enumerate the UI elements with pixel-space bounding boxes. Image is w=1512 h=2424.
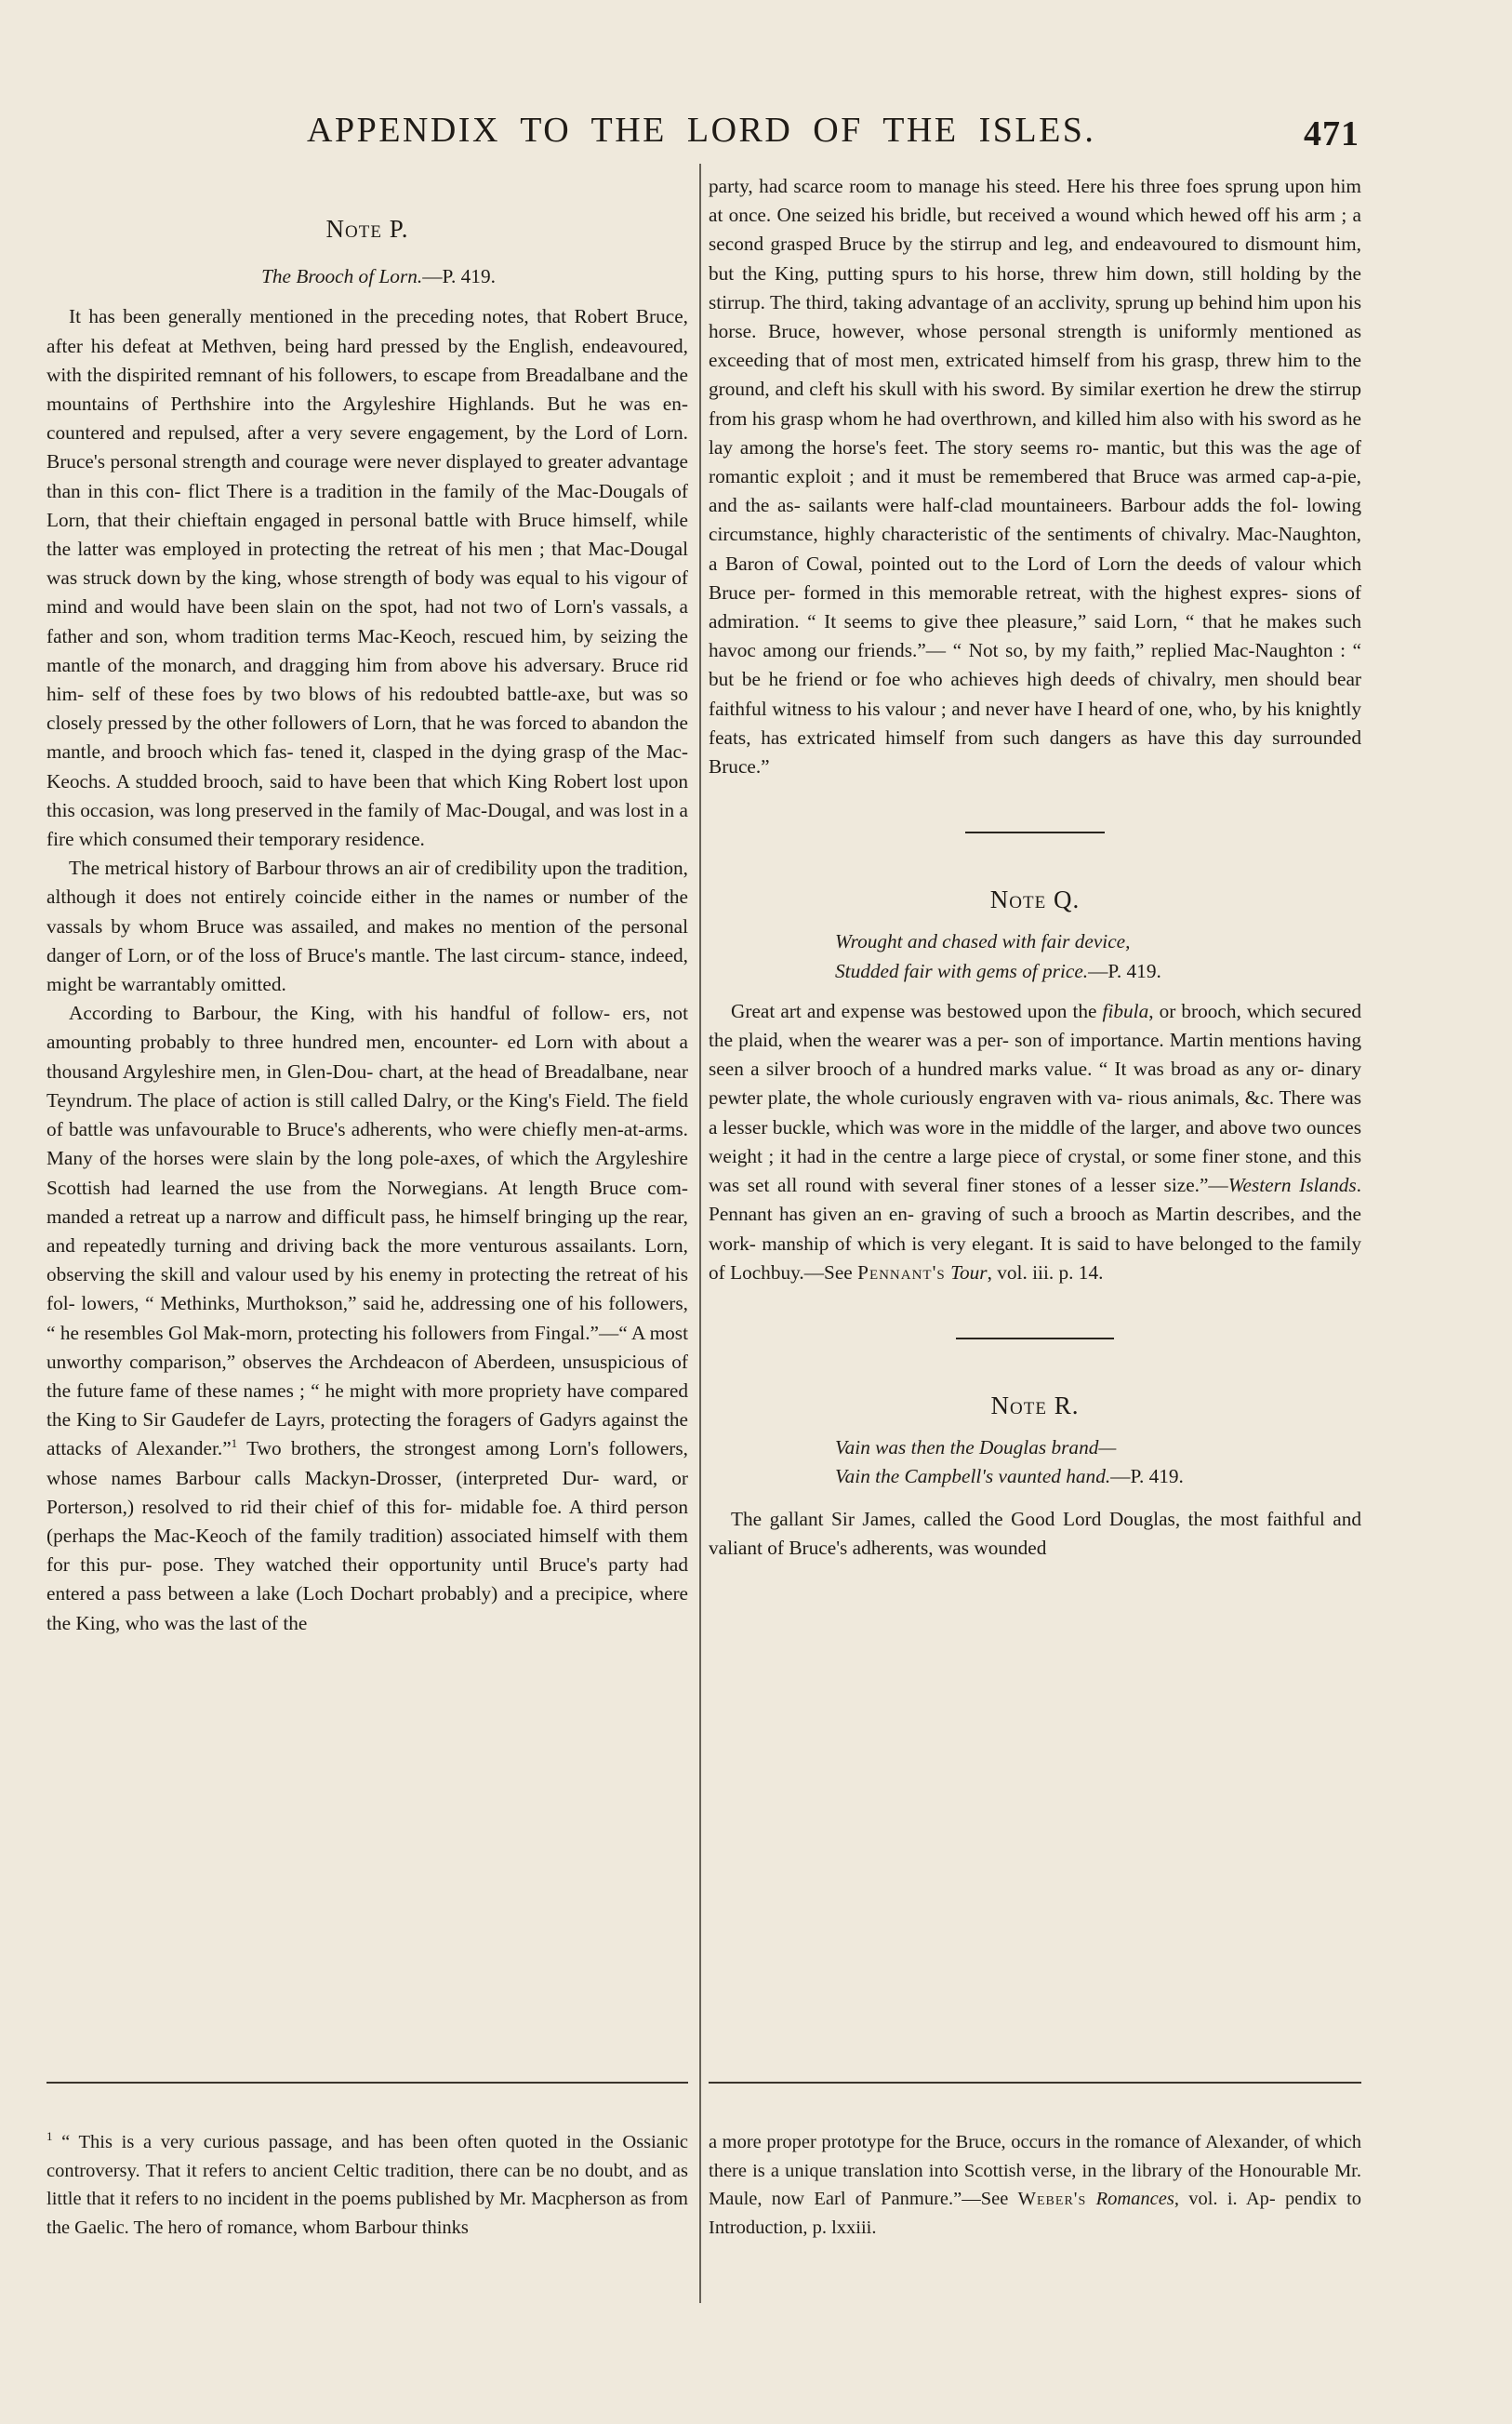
note-q-source: Western Islands [1227, 1174, 1357, 1197]
note-r-paragraph-1: The gallant Sir James, called the Good Lord Douglas, the most faithful and valiant of Bruce's adherents, was wounded [709, 1507, 1361, 1559]
note-p-epigraph-title: The Brooch of Lorn. [261, 265, 423, 288]
note-p-epigraph-ref: —P. 419. [422, 265, 496, 288]
running-title: APPENDIX TO THE LORD OF THE ISLES. [307, 111, 1096, 150]
footnote-rule-right [709, 2082, 1361, 2084]
note-p-paragraph-2: The metrical history of Barbour throws an air of credibility upon the tradition, although it does not entirely coincide either in the names or number of the vassals by whom Bruce was assailed, and makes no mention of the personal danger of Lorn, or of the loss of Bruce's mantle. The last circum- stance, indeed, might be warrantably omitted. [46, 857, 688, 996]
note-q-epigraph-ref: —P. 419. [1088, 959, 1161, 982]
footnote-marker[interactable]: 1 [231, 1436, 238, 1451]
column-divider [699, 164, 701, 2303]
right-column [709, 172, 1361, 1563]
footnote-cont-text-b: , vol. i. Ap- pendix to Introduction, p. lxxiii. [709, 2189, 1362, 2238]
note-q-text-b: , or brooch, which secured the plaid, when the wearer was a per- son of importance. Martin mentions having seen a silver brooch of a hundred marks value. “ It was broad as any or- dinary pewter plate, the whole curiously engraven with va- rious animals, &c. There was a lesser buckle, which was wore in the middle of the larger, and above two ounces weight ; it had in the centre a large piece of crystal, or some finer stone, and this was set all round with several finer stones of a lesser size.”— [709, 999, 1361, 1197]
note-q-text-d: , vol. iii. p. 14. [987, 1260, 1104, 1284]
note-q-text-a: Great art and expense was bestowed upon the [731, 999, 1103, 1022]
footnote-1-continuation [709, 2128, 1361, 2242]
note-q-fibula: fibula [1102, 999, 1149, 1022]
footnote-1-text: “ This is a very curious passage, and has been often quoted in the Ossianic controversy. That it refers to ancient Celtic tradition, there can be no doubt, and as little that it refers to no incident in the poems published by Mr. Macpherson as from the Gaelic. The hero of romance, whom Barbour thinks [46, 2132, 688, 2238]
note-q-heading: Note Q. [989, 886, 1081, 914]
left-column [46, 172, 688, 1638]
note-q-epigraph-line-1: Wrought and chased with fair device, [835, 930, 1131, 953]
note-p-epigraph [46, 262, 688, 291]
note-p-continuation: party, had scarce room to manage his steed. Here his three foes sprung upon him at once. One seized his bridle, but received a wound which hewed off his arm ; a second grasped Bruce by the stirrup and leg, and endeavoured to dismount him, but the King, putting spurs to his horse, threw him down, still holding by the stirrup. The third, taking advantage of an acclivity, sprung up behind him upon his horse. Bruce, however, whose personal strength is uniformly mentioned as exceeding that of most men, extricated himself from his grasp, threw him to the ground, and cleft his skull with his sword. By similar exertion he drew the stirrup from his grasp whom he had overthrown, and killed him also with his sword as he lay among the horse's feet. The story seems ro- mantic, but this was the age of romantic exploit ; and it must be remembered that Bruce was armed cap-a-pie, and the as- sailants were half-clad mountaineers. Barbour adds the fol- lowing circumstance, highly characteristic of the sentiments of chivalry. Mac-Naughton, a Baron of Cowal, pointed out to the Lord of Lorn the deeds of valour which Bruce per- formed in this memorable retreat, with the highest expres- sions of admiration. “ It seems to give thee pleasure,” said Lorn, “ that he makes such havoc among our friends.”— “ Not so, by my faith,” replied Mac-Naughton : “ but be he friend or foe who achieves high deeds of chivalry, men should bear faithful witness to his valour ; and never have I heard of one, who, by his knightly feats, has extricated himself from such dangers as have this day surrounded Bruce.” [709, 175, 1361, 779]
note-q-text-c: . Pennant has given an en- graving of such a brooch as Martin describes, and the work- manship of which is very elegant. It is said to have belonged to the family of Lochbuy.—See [709, 1174, 1361, 1284]
page-number: 471 [1304, 114, 1359, 153]
note-q-paragraph-1 [709, 997, 1361, 1287]
note-r-epigraph-line-1: Vain was then the Douglas brand— [835, 1436, 1117, 1459]
note-p-paragraph-3 [46, 999, 688, 1637]
note-r-heading: Note R. [990, 1391, 1080, 1419]
note-q-author: Pennant's [857, 1260, 946, 1284]
footnote-left [46, 2128, 688, 2242]
footnote-1 [46, 2128, 688, 2242]
footnote-1-marker: 1 [46, 2129, 53, 2143]
footnote-cont-author: Weber's [1017, 2189, 1087, 2209]
note-p-heading: Note P. [325, 215, 409, 243]
footnote-rule-left [46, 2082, 688, 2084]
running-header [0, 110, 1512, 166]
note-q-epigraph-line-2: Studded fair with gems of price. [835, 959, 1089, 982]
footnote-right [709, 2128, 1361, 2242]
note-r-epigraph [835, 1433, 1235, 1491]
note-r-epigraph-line-2: Vain the Campbell's vaunted hand. [835, 1465, 1111, 1488]
note-q-epigraph [835, 927, 1235, 985]
note-p-paragraph-1: It has been generally mentioned in the preceding notes, that Robert Bruce, after his defeat at Methven, being hard pressed by the English, endeavoured, with the dispirited remnant of his followers, to escape from Breadalbane and the mountains of Perthshire into the Argyleshire Highlands. But he was en- countered and repulsed, after a very severe engagement, by the Lord of Lorn. Bruce's personal strength and courage were never displayed to greater advantage than in this con- flict There is a tradition in the family of the Mac-Dougals of Lorn, that their chieftain engaged in personal battle with Bruce himself, while the latter was employed in protecting the retreat of his men ; that Mac-Dougal was struck down by the king, whose strength of body was equal to his vigour of mind and would have been slain on the spot, had not two of Lorn's vassals, a father and son, whom tradition terms Mac-Keoch, rescued him, by seizing the mantle of the monarch, and dragging him from above his adversary. Bruce rid him- self of these foes by two blows of his redoubted battle-axe, but was so closely pressed by the other followers of Lorn, that he was forced to abandon the mantle, and brooch which fas- tened it, clasped in the dying grasp of the Mac-Keochs. A studded brooch, said to have been that which King Robert lost upon this occasion, was long preserved in the family of Mac-Dougal, and was lost in a fire which consumed their temporary residence. [46, 305, 688, 851]
note-p-paragraph-3-a: According to Barbour, the King, with his handful of follow- ers, not amounting probably to three hundred men, encounter- ed Lorn with about a thousand Argyleshire men, in Glen-Dou- chart, at the head of Breadalbane, near Teyndrum. The place of action is still called Dalry, or the King's Field. The field of battle was unfavourable to Bruce's adherents, who were chiefly men-at-arms. Many of the horses were slain by the long pole-axes, of which the Argyleshire Scottish had learned the use from the Norwegians. At length Bruce com- manded a retreat up a narrow and difficult pass, he himself bringing up the rear, and repeatedly turning and driving back the more venturous assailants. Lorn, observing the skill and valour used by his enemy in protecting the retreat of his fol- lowers, “ Methinks, Murthokson,” said he, addressing one of his followers, “ he resembles Gol Mak-morn, protecting his followers from Fingal.”—“ A most unworthy comparison,” observes the Archdeacon of Aberdeen, unsuspicious of the future fame of these names ; “ he might with more propriety have compared the King to Sir Gaudefer de Layrs, protecting the foragers of Gadyrs against the attacks of Alexander.” [46, 1002, 688, 1460]
note-q-work: Tour [950, 1260, 988, 1284]
footnote-cont-work: Romances [1095, 2189, 1174, 2209]
footnote-cont-text-a: a more proper prototype for the Bruce, occurs in the romance of Alexander, of which there is a unique translation into Scottish verse, in the library of the Honourable Mr. Maule, now Earl of Panmure.”—See [709, 2132, 1361, 2209]
note-r-epigraph-ref: —P. 419. [1110, 1465, 1184, 1488]
note-p-paragraph-3-b: Two brothers, the strongest among Lorn's followers, whose names Barbour calls Mackyn-Drosser, (interpreted Dur- ward, or Porterson,) resolved to rid their chief of this for- midable foe. A third person (perhaps the Mac-Keoch of the family tradition) associated himself with them for this pur- pose. They watched their opportunity until Bruce's party had entered a pass between a lake (Loch Dochart probably) and a precipice, where the King, who was the last of the [46, 1437, 688, 1634]
